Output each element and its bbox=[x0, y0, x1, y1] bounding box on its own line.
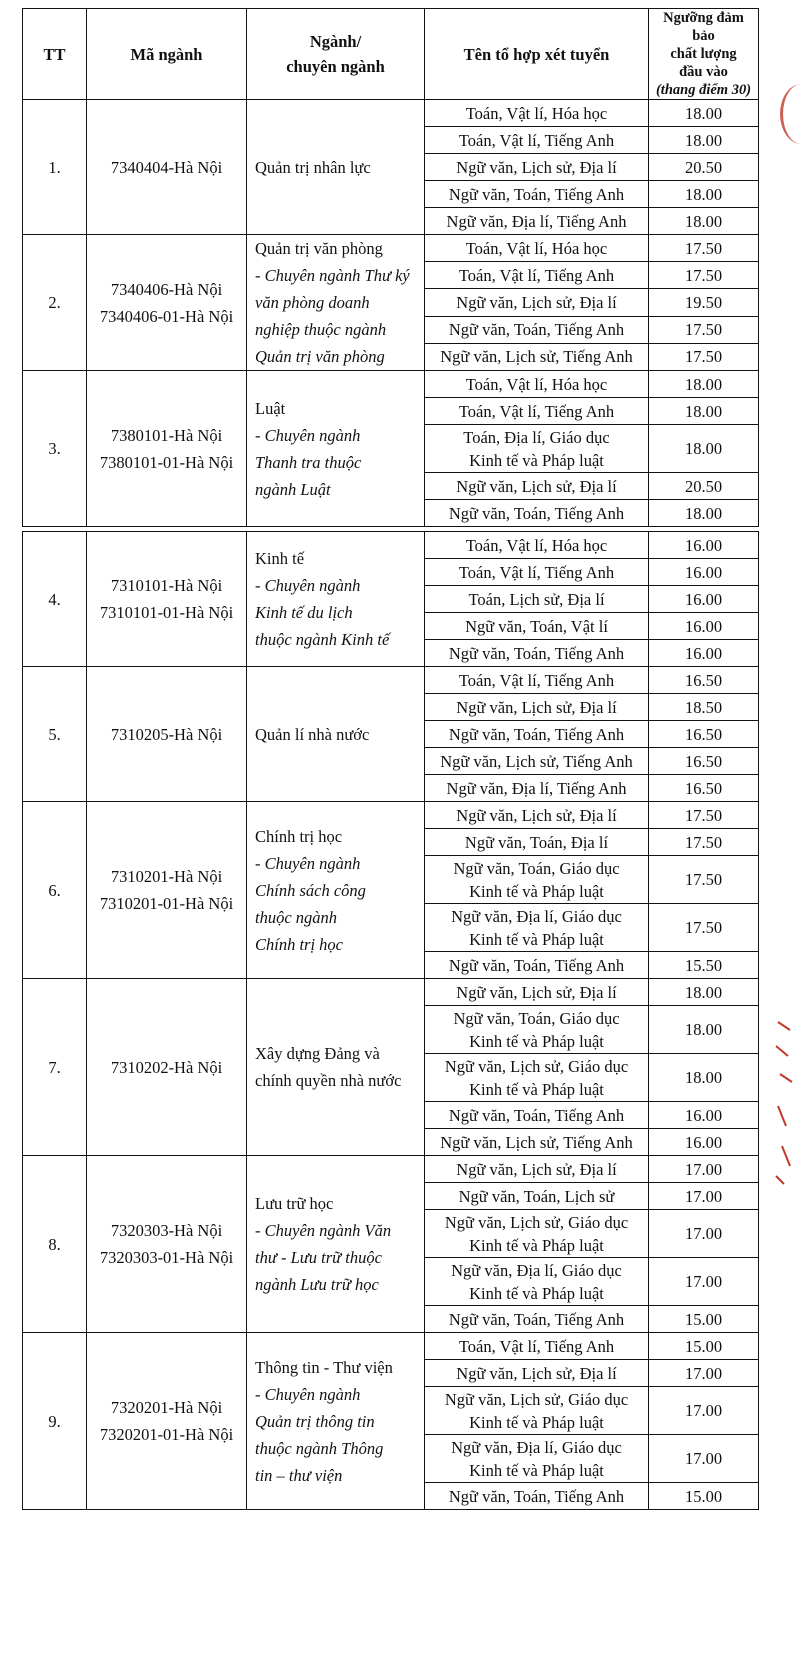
table-row bbox=[23, 235, 759, 262]
subject-combination-line: Ngữ văn, Toán, Tiếng Anh bbox=[448, 1105, 625, 1125]
major-name: Chính trị học bbox=[255, 826, 343, 846]
threshold-score: 18.00 bbox=[649, 371, 759, 398]
threshold-score: 17.50 bbox=[649, 856, 759, 904]
subject-combination bbox=[425, 425, 649, 473]
threshold-score: 17.00 bbox=[649, 1435, 759, 1483]
major-code: 7340406-01-Hà Nội bbox=[99, 306, 234, 326]
subject-combination bbox=[425, 1360, 649, 1387]
major-name: Xây dựng Đảng và bbox=[255, 1044, 380, 1063]
row-number: 5. bbox=[23, 667, 87, 802]
admission-threshold-document bbox=[22, 8, 758, 1510]
subject-combination-line: Kinh tế và Pháp luật bbox=[469, 1460, 604, 1480]
specialization-line: Quản trị văn phòng bbox=[255, 347, 385, 366]
threshold-score: 16.00 bbox=[649, 613, 759, 640]
header-score-line: đầu vào bbox=[679, 64, 728, 80]
subject-combination bbox=[425, 586, 649, 613]
subject-combination bbox=[425, 1156, 649, 1183]
subject-combination bbox=[425, 1435, 649, 1483]
threshold-score: 16.00 bbox=[649, 586, 759, 613]
subject-combination bbox=[425, 473, 649, 500]
threshold-score: 19.50 bbox=[649, 289, 759, 316]
subject-combination-line: Kinh tế và Pháp luật bbox=[469, 1031, 604, 1051]
subject-combination-line: Ngữ văn, Toán, Giáo dục bbox=[453, 1008, 620, 1028]
row-number: 3. bbox=[23, 371, 87, 527]
major-name: Kinh tế bbox=[255, 549, 305, 568]
threshold-score: 18.00 bbox=[649, 979, 759, 1006]
subject-combination bbox=[425, 667, 649, 694]
subject-combination bbox=[425, 952, 649, 979]
specialization-line: - Chuyên ngành Văn bbox=[255, 1221, 392, 1240]
major-code: 7320201-01-Hà Nội bbox=[99, 1425, 234, 1444]
subject-combination-line: Ngữ văn, Địa lí, Giáo dục bbox=[451, 906, 622, 926]
specialization-line: - Chuyên ngành bbox=[255, 576, 361, 595]
row-number: 7. bbox=[23, 979, 87, 1156]
subject-combination-line: Ngữ văn, Toán, Tiếng Anh bbox=[448, 184, 625, 204]
subject-combination-line: Kinh tế và Pháp luật bbox=[469, 1079, 604, 1099]
subject-combination bbox=[425, 904, 649, 952]
subject-combination bbox=[425, 235, 649, 262]
subject-combination-line: Ngữ văn, Lịch sử, Giáo dục bbox=[444, 1056, 629, 1076]
threshold-score: 15.00 bbox=[649, 1306, 759, 1333]
table-row bbox=[23, 1333, 759, 1360]
subject-combination bbox=[425, 1129, 649, 1156]
major-code: 7320303-01-Hà Nội bbox=[99, 1248, 234, 1267]
subject-combination-line: Ngữ văn, Toán, Địa lí bbox=[464, 832, 609, 852]
row-number: 6. bbox=[23, 802, 87, 979]
subject-combination bbox=[425, 127, 649, 154]
red-stamp-mark bbox=[780, 84, 800, 144]
subject-combination-line: Toán, Địa lí, Giáo dục bbox=[463, 427, 610, 447]
threshold-score: 18.00 bbox=[649, 100, 759, 127]
threshold-score: 15.00 bbox=[649, 1333, 759, 1360]
subject-combination bbox=[425, 979, 649, 1006]
row-number: 8. bbox=[23, 1156, 87, 1333]
specialization-line: Thanh tra thuộc bbox=[255, 452, 362, 472]
major-code: 7310201-01-Hà Nội bbox=[99, 894, 234, 913]
table-row bbox=[23, 371, 759, 398]
subject-combination bbox=[425, 802, 649, 829]
threshold-score: 17.50 bbox=[649, 904, 759, 952]
major-name: Lưu trữ học bbox=[255, 1194, 334, 1213]
major-code: 7310205-Hà Nội bbox=[110, 724, 223, 744]
subject-combination bbox=[425, 721, 649, 748]
major-code-cell bbox=[87, 979, 247, 1156]
subject-combination-line: Ngữ văn, Lịch sử, Địa lí bbox=[456, 1159, 617, 1179]
subject-combination bbox=[425, 1210, 649, 1258]
row-number: 4. bbox=[23, 532, 87, 667]
threshold-score: 17.00 bbox=[649, 1210, 759, 1258]
threshold-score: 17.50 bbox=[649, 343, 759, 370]
subject-combination-line: Ngữ văn, Địa lí, Tiếng Anh bbox=[446, 211, 627, 231]
specialization-line: - Chuyên ngành bbox=[255, 853, 361, 873]
subject-combination-line: Ngữ văn, Lịch sử, Địa lí bbox=[456, 982, 617, 1002]
major-name-cell bbox=[247, 1156, 425, 1333]
subject-combination-line: Toán, Vật lí, Tiếng Anh bbox=[458, 401, 615, 421]
subject-combination bbox=[425, 1333, 649, 1360]
specialization-line: Kinh tế du lịch bbox=[255, 603, 353, 622]
header-score-line: Ngưỡng đảm bảo bbox=[663, 10, 744, 44]
subject-combination-line: Ngữ văn, Lịch sử, Địa lí bbox=[456, 1363, 617, 1383]
subject-combination-line: Kinh tế và Pháp luật bbox=[469, 881, 604, 901]
specialization-line: văn phòng doanh bbox=[255, 293, 370, 312]
major-code-cell bbox=[87, 100, 247, 235]
subject-combination-line: Ngữ văn, Địa lí, Giáo dục bbox=[451, 1437, 622, 1457]
major-name-cell bbox=[247, 979, 425, 1156]
subject-combination-line: Ngữ văn, Lịch sử, Địa lí bbox=[456, 697, 617, 717]
subject-combination bbox=[425, 289, 649, 316]
specialization-line: thuộc ngành bbox=[255, 907, 338, 927]
subject-combination-line: Kinh tế và Pháp luật bbox=[469, 1235, 604, 1255]
major-name-cell bbox=[247, 532, 425, 667]
subject-combination-line: Toán, Vật lí, Tiếng Anh bbox=[458, 130, 615, 150]
major-name: chính quyền nhà nước bbox=[255, 1071, 402, 1090]
threshold-score: 16.00 bbox=[649, 1129, 759, 1156]
threshold-score: 16.50 bbox=[649, 721, 759, 748]
subject-combination bbox=[425, 748, 649, 775]
subject-combination bbox=[425, 532, 649, 559]
specialization-line: ngành Lưu trữ học bbox=[255, 1275, 379, 1294]
subject-combination-line: Ngữ văn, Toán, Tiếng Anh bbox=[448, 1309, 625, 1329]
threshold-score: 17.50 bbox=[649, 235, 759, 262]
subject-combination-line: Ngữ văn, Toán, Tiếng Anh bbox=[448, 955, 625, 975]
header-code: Mã ngành bbox=[87, 9, 247, 100]
threshold-score: 17.50 bbox=[649, 829, 759, 856]
threshold-score: 18.00 bbox=[649, 398, 759, 425]
threshold-score: 18.50 bbox=[649, 694, 759, 721]
major-code: 7380101-01-Hà Nội bbox=[99, 452, 234, 472]
major-name-cell bbox=[247, 371, 425, 527]
header-tt: TT bbox=[23, 9, 87, 100]
threshold-score: 18.00 bbox=[649, 425, 759, 473]
subject-combination-line: Toán, Vật lí, Hóa học bbox=[465, 374, 608, 394]
subject-combination bbox=[425, 1258, 649, 1306]
subject-combination-line: Ngữ văn, Lịch sử, Địa lí bbox=[456, 157, 617, 177]
table-row bbox=[23, 532, 759, 559]
threshold-score: 18.00 bbox=[649, 127, 759, 154]
subject-combination-line: Ngữ văn, Toán, Tiếng Anh bbox=[448, 320, 625, 340]
subject-combination-line: Ngữ văn, Toán, Lịch sử bbox=[458, 1186, 615, 1206]
specialization-line: thư - Lưu trữ thuộc bbox=[255, 1248, 382, 1267]
specialization-line: - Chuyên ngành bbox=[255, 1384, 361, 1404]
subject-combination bbox=[425, 1102, 649, 1129]
threshold-score: 16.00 bbox=[649, 559, 759, 586]
subject-combination-line: Toán, Vật lí, Tiếng Anh bbox=[458, 670, 615, 690]
specialization-line: ngành Luật bbox=[255, 479, 331, 499]
threshold-score: 20.50 bbox=[649, 154, 759, 181]
table-row bbox=[23, 1156, 759, 1183]
subject-combination-line: Toán, Vật lí, Tiếng Anh bbox=[458, 265, 615, 285]
subject-combination bbox=[425, 208, 649, 235]
subject-combination bbox=[425, 500, 649, 527]
threshold-score: 18.00 bbox=[649, 500, 759, 527]
subject-combination-line: Ngữ văn, Địa lí, Tiếng Anh bbox=[446, 778, 627, 798]
subject-combination-line: Ngữ văn, Lịch sử, Tiếng Anh bbox=[440, 1132, 633, 1152]
subject-combination bbox=[425, 181, 649, 208]
subject-combination-line: Ngữ văn, Toán, Giáo dục bbox=[453, 858, 620, 878]
threshold-score: 16.00 bbox=[649, 1102, 759, 1129]
header-row bbox=[23, 9, 759, 100]
subject-combination-line: Toán, Vật lí, Hóa học bbox=[465, 103, 608, 123]
specialization-line: - Chuyên ngành bbox=[255, 425, 361, 445]
subject-combination-line: Ngữ văn, Toán, Tiếng Anh bbox=[448, 724, 625, 744]
subject-combination bbox=[425, 371, 649, 398]
subject-combination bbox=[425, 613, 649, 640]
major-code: 7310201-Hà Nội bbox=[110, 867, 223, 886]
major-code-cell bbox=[87, 1156, 247, 1333]
table-row bbox=[23, 979, 759, 1006]
major-code: 7310101-01-Hà Nội bbox=[99, 603, 234, 622]
threshold-score: 17.00 bbox=[649, 1360, 759, 1387]
major-code: 7310202-Hà Nội bbox=[110, 1057, 223, 1077]
specialization-line: tin – thư viện bbox=[255, 1465, 343, 1485]
major-code-cell bbox=[87, 532, 247, 667]
subject-combination-line: Kinh tế và Pháp luật bbox=[469, 929, 604, 949]
specialization-line: thuộc ngành Thông bbox=[255, 1438, 384, 1458]
major-name: Quản lí nhà nước bbox=[255, 724, 370, 744]
threshold-score: 17.00 bbox=[649, 1156, 759, 1183]
subject-combination bbox=[425, 398, 649, 425]
major-name-cell bbox=[247, 100, 425, 235]
specialization-line: - Chuyên ngành Thư ký bbox=[255, 266, 410, 285]
subject-combination-line: Kinh tế và Pháp luật bbox=[469, 1283, 604, 1303]
header-major-line: chuyên ngành bbox=[286, 57, 385, 76]
threshold-score: 15.50 bbox=[649, 952, 759, 979]
threshold-score: 18.00 bbox=[649, 181, 759, 208]
table-row bbox=[23, 802, 759, 829]
subject-combination bbox=[425, 829, 649, 856]
header-score-scale: (thang điểm 30) bbox=[655, 82, 752, 98]
subject-combination-line: Toán, Vật lí, Tiếng Anh bbox=[458, 562, 615, 582]
subject-combination-line: Ngữ văn, Lịch sử, Địa lí bbox=[456, 476, 617, 496]
subject-combination bbox=[425, 775, 649, 802]
header-major bbox=[247, 9, 425, 100]
subject-combination bbox=[425, 559, 649, 586]
subject-combination bbox=[425, 640, 649, 667]
threshold-score: 15.00 bbox=[649, 1483, 759, 1510]
row-number: 1. bbox=[23, 100, 87, 235]
threshold-score: 18.00 bbox=[649, 1006, 759, 1054]
threshold-score: 17.50 bbox=[649, 802, 759, 829]
major-name-cell bbox=[247, 1333, 425, 1510]
threshold-score: 18.00 bbox=[649, 1054, 759, 1102]
major-name-cell bbox=[247, 667, 425, 802]
threshold-score: 20.50 bbox=[649, 473, 759, 500]
subject-combination-line: Ngữ văn, Địa lí, Giáo dục bbox=[451, 1260, 622, 1280]
threshold-score: 17.50 bbox=[649, 316, 759, 343]
table-row bbox=[23, 667, 759, 694]
specialization-line: Quản trị thông tin bbox=[255, 1411, 375, 1431]
major-name: Luật bbox=[255, 398, 286, 418]
major-code-cell bbox=[87, 802, 247, 979]
table-row bbox=[23, 100, 759, 127]
major-name-cell bbox=[247, 802, 425, 979]
major-code: 7320201-Hà Nội bbox=[110, 1398, 223, 1417]
row-number: 2. bbox=[23, 235, 87, 371]
subject-combination bbox=[425, 154, 649, 181]
subject-combination-line: Ngữ văn, Lịch sử, Giáo dục bbox=[444, 1389, 629, 1409]
subject-combination bbox=[425, 1483, 649, 1510]
major-code: 7340404-Hà Nội bbox=[110, 157, 223, 177]
specialization-line: Chính sách công bbox=[255, 880, 366, 900]
major-name: Quản trị nhân lực bbox=[255, 157, 371, 177]
subject-combination bbox=[425, 262, 649, 289]
subject-combination bbox=[425, 1183, 649, 1210]
major-name: Thông tin - Thư viện bbox=[255, 1357, 393, 1377]
subject-combination bbox=[425, 100, 649, 127]
subject-combination bbox=[425, 1006, 649, 1054]
table-body bbox=[23, 100, 759, 1510]
subject-combination-line: Toán, Vật lí, Tiếng Anh bbox=[458, 1336, 615, 1356]
subject-combination-line: Ngữ văn, Lịch sử, Giáo dục bbox=[444, 1212, 629, 1232]
header-score bbox=[649, 9, 759, 100]
subject-combination-line: Toán, Vật lí, Hóa học bbox=[465, 238, 608, 258]
threshold-score: 17.00 bbox=[649, 1258, 759, 1306]
subject-combination-line: Ngữ văn, Toán, Tiếng Anh bbox=[448, 643, 625, 663]
subject-combination-line: Kinh tế và Pháp luật bbox=[469, 450, 604, 470]
subject-combination-line: Toán, Lịch sử, Địa lí bbox=[468, 589, 605, 609]
subject-combination bbox=[425, 856, 649, 904]
subject-combination bbox=[425, 343, 649, 370]
subject-combination-line: Toán, Vật lí, Hóa học bbox=[465, 535, 608, 555]
major-name: Quản trị văn phòng bbox=[255, 239, 383, 258]
subject-combination-line: Ngữ văn, Lịch sử, Tiếng Anh bbox=[440, 751, 633, 771]
subject-combination bbox=[425, 694, 649, 721]
major-code: 7340406-Hà Nội bbox=[110, 279, 223, 299]
major-code-cell bbox=[87, 667, 247, 802]
threshold-score: 17.00 bbox=[649, 1387, 759, 1435]
subject-combination bbox=[425, 1387, 649, 1435]
major-code: 7310101-Hà Nội bbox=[110, 576, 223, 595]
red-signature-mark bbox=[772, 1016, 796, 1186]
subject-combination-line: Kinh tế và Pháp luật bbox=[469, 1412, 604, 1432]
subject-combination bbox=[425, 1054, 649, 1102]
major-code-cell bbox=[87, 371, 247, 527]
major-code: 7380101-Hà Nội bbox=[110, 425, 223, 445]
subject-combination-line: Ngữ văn, Lịch sử, Địa lí bbox=[456, 292, 617, 312]
threshold-score: 17.00 bbox=[649, 1183, 759, 1210]
header-score-line: chất lượng bbox=[670, 46, 737, 62]
threshold-score: 16.50 bbox=[649, 748, 759, 775]
specialization-line: Chính trị học bbox=[255, 934, 344, 954]
threshold-score: 16.00 bbox=[649, 532, 759, 559]
subject-combination bbox=[425, 316, 649, 343]
admission-table bbox=[22, 8, 759, 1510]
major-name-cell bbox=[247, 235, 425, 371]
threshold-score: 16.50 bbox=[649, 667, 759, 694]
specialization-line: thuộc ngành Kinh tế bbox=[255, 630, 390, 649]
threshold-score: 16.00 bbox=[649, 640, 759, 667]
major-code-cell bbox=[87, 235, 247, 371]
subject-combination-line: Ngữ văn, Toán, Tiếng Anh bbox=[448, 1486, 625, 1506]
major-code: 7320303-Hà Nội bbox=[110, 1221, 223, 1240]
threshold-score: 16.50 bbox=[649, 775, 759, 802]
subject-combination-line: Ngữ văn, Toán, Tiếng Anh bbox=[448, 503, 625, 523]
row-number: 9. bbox=[23, 1333, 87, 1510]
header-combo: Tên tổ hợp xét tuyển bbox=[425, 9, 649, 100]
major-code-cell bbox=[87, 1333, 247, 1510]
subject-combination bbox=[425, 1306, 649, 1333]
header-major-line: Ngành/ bbox=[309, 32, 362, 51]
specialization-line: nghiệp thuộc ngành bbox=[255, 320, 387, 339]
threshold-score: 17.50 bbox=[649, 262, 759, 289]
subject-combination-line: Ngữ văn, Lịch sử, Tiếng Anh bbox=[440, 347, 633, 367]
threshold-score: 18.00 bbox=[649, 208, 759, 235]
subject-combination-line: Ngữ văn, Toán, Vật lí bbox=[465, 616, 608, 636]
subject-combination-line: Ngữ văn, Lịch sử, Địa lí bbox=[456, 805, 617, 825]
